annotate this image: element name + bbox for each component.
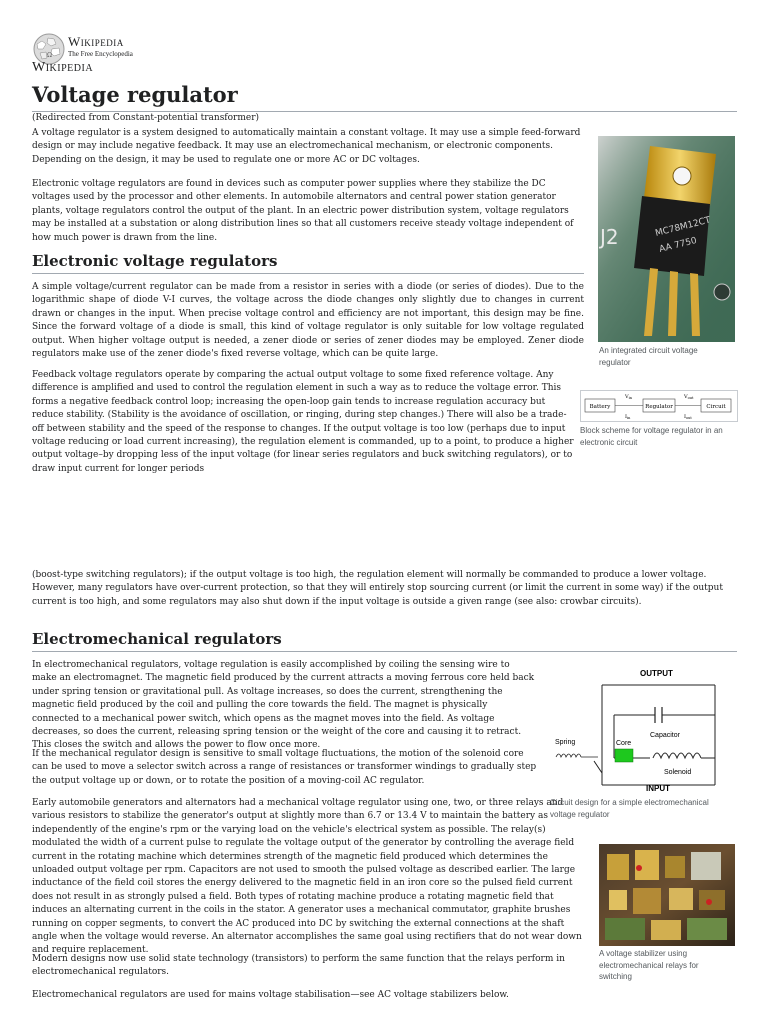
electromechanical-paragraph-3: Early automobile generators and alternators had a mechanical voltage regulator using one, two, or three relays and various resistors to stabilize the generator's output at slightly more than 6.7 or 13.4 V to maintain the battery as independently of the engine's rpm or the varying load on the vehicle's electrical system as possible. The relay(s) modulated the width of a current pulse to regulate the voltage output of the generator by controlling the average field current in the rotating machine which determines strength of the magnetic field produced which determines the unloaded output voltage per rpm. Capacitors are not used to smooth the pulsed voltage as described earlier. The large inductance of the field coil stores the energy delivered to the magnetic field in an iron core so the pulsed field current does not result in as strongly pulsed a field. Both types of rotating machine produce a rotating magnetic field that induces an alternating current in the coils in the stator. A generator uses a mechanical commutator, graphite brushes running on copper segments, to convert the AC produced into DC by switching the external connections at the shaft angle when the voltage would reverse. An alternator accomplishes the same goal using rectifiers that do not wear down and require replacement. bbox=[32, 798, 582, 956]
svg-text:Iout: $I_{out}$ bbox=[684, 414, 692, 420]
svg-text:J2: J2 bbox=[600, 225, 619, 249]
svg-text:Vin: $V_{in}$ bbox=[625, 394, 632, 400]
electronic-paragraph-2b: (boost-type switching regulators); if the output voltage is too high, the regulation element will normally be commanded to produce a lower voltage. However, many regulators have over-current protection, so that they will entirely stop sourcing current (or limit the current in some way) if the output current is too high, and some regulators may also shut down if the input voltage is outside a given range (see also: crowbar circuits). bbox=[32, 570, 723, 607]
electromechanical-paragraph-4: Modern designs now use solid state technology (transistors) to perform the same function that the relays perform in electromechanical regulators. bbox=[32, 954, 565, 978]
block-scheme-diagram bbox=[581, 391, 737, 421]
ic-regulator-figure[interactable] bbox=[598, 136, 735, 342]
svg-text:Solenoid: Solenoid bbox=[664, 769, 692, 776]
svg-text:OUTPUT: OUTPUT bbox=[640, 669, 673, 678]
voltage-stabilizer-figure[interactable] bbox=[599, 844, 735, 946]
svg-text:Spring: Spring bbox=[555, 739, 576, 746]
block-scheme-figure[interactable] bbox=[580, 390, 738, 422]
voltage-stabilizer-caption: A voltage stabilizer using electromechanical relays for switching bbox=[599, 949, 699, 981]
heading-electronic-voltage-regulators: Electronic voltage regulators bbox=[32, 252, 278, 270]
svg-text:AA 7750: AA 7750 bbox=[658, 235, 698, 255]
svg-text:Iin: $I_{in}$ bbox=[625, 414, 631, 420]
svg-text:Circuit: Circuit bbox=[706, 404, 726, 410]
intro-paragraph-2: Electronic voltage regulators are found in devices such as computer power supplies where they stabilize the DC voltages used by the processor and other elements. In automobile alternators and central power station generator plants, voltage regulators control the output of the plant. In an electric power distribution system, voltage regulators may be installed at a substation or along distribution lines so that all customers receive steady voltage independent of how much power is drawn from the line. bbox=[32, 179, 574, 243]
ic-regulator-image bbox=[598, 136, 735, 342]
redirect-note[interactable]: (Redirected from Constant-potential transformer) bbox=[32, 113, 260, 123]
electronic-paragraph-2a: Feedback voltage regulators operate by comparing the actual output voltage to some fixed reference voltage. Any difference is amplified and used to control the regulation element in such a way as to reduce the voltage error. This forms a negative feedback control loop; increasing the open-loop gain tends to increase regulation accuracy but reduce stability. (Stability is the avoidance of oscillation, or ringing, during step changes.) There will also be a trade-off between stability and the speed of the response to changes. If the output voltage is too low (perhaps due to input voltage reducing or load current increasing), the regulation element is commanded, up to a point, to produce a higher output voltage–by dropping less of the input voltage (for linear series regulators and buck switching regulators), or to draw input current for longer periods bbox=[32, 370, 574, 474]
svg-text:INPUT: INPUT bbox=[646, 784, 670, 793]
electromechanical-paragraph-1: In electromechanical regulators, voltage regulation is easily accomplished by coiling the sensing wire to make an electromagnet. The magnetic field produced by the current attracts a moving ferrous core held back under spring tension or gravitational pull. As voltage increases, so does the current, strengthening the magnetic field produced by the coil and pulling the core towards the field. The magnet is physically connected to a mechanical power switch, which opens as the magnet moves into the field. As voltage decreases, so does the current, releasing spring tension or the weight of the core and causing it to retract. This closes the switch and allows the power to flow once more. bbox=[32, 660, 535, 751]
page-title: Voltage regulator bbox=[32, 82, 238, 107]
section-rule bbox=[32, 273, 584, 274]
svg-text:Capacitor: Capacitor bbox=[650, 732, 680, 739]
svg-text:MC78M12CT: MC78M12CT bbox=[654, 215, 712, 239]
svg-text:Regulator: Regulator bbox=[645, 404, 673, 410]
site-name: Wikipedia bbox=[32, 60, 94, 75]
ic-regulator-caption: An integrated circuit voltage regulator bbox=[599, 346, 698, 367]
heading-electromechanical-regulators: Electromechanical regulators bbox=[32, 630, 282, 648]
circuit-diagram bbox=[550, 663, 736, 793]
circuit-design-caption: Circuit design for a simple electromechanical voltage regulator bbox=[550, 798, 709, 819]
logo-tagline: The Free Encyclopedia bbox=[68, 50, 133, 58]
logo-wordmark: Wikipedia bbox=[68, 34, 124, 49]
circuit-design-figure[interactable] bbox=[550, 663, 736, 793]
electromechanical-paragraph-2: If the mechanical regulator design is sensitive to small voltage fluctuations, the motion of the solenoid core can be used to move a selector switch across a range of resistances or transformer windings to gradually step the output voltage up or down, or to rotate the position of a moving-coil AC regulator. bbox=[32, 749, 537, 786]
electronic-paragraph-1: A simple voltage/current regulator can be made from a resistor in series with a diode (or series of diodes). Due to the logarithmic shape of diode V-I curves, the voltage across the diode changes only slightly due to changes in current drawn or changes in the input. When precise voltage control and efficiency are not important, this design may be fine. Since the forward voltage of a diode is small, this kind of voltage regulator is only suitable for low voltage regulated output. When higher voltage output is needed, a zener diode or series of zener diodes may be employed. Zener diode regulators make use of the zener diode's fixed reverse voltage, which can be quite large. bbox=[32, 282, 584, 360]
svg-text:Ω: Ω bbox=[47, 52, 52, 59]
block-scheme-caption: Block scheme for voltage regulator in an electronic circuit bbox=[580, 426, 723, 447]
svg-text:Battery: Battery bbox=[589, 404, 611, 410]
electromechanical-paragraph-5: Electromechanical regulators are used for mains voltage stabilisation—see AC voltage stabilizers below. bbox=[32, 990, 509, 1000]
intro-paragraph-1: A voltage regulator is a system designed to automatically maintain a constant voltage. It may use a simple feed-forward design or may include negative feedback. It may use an electromechanical mechanism, or electronic components. Depending on the design, it may be used to regulate one or more AC or DC voltages. bbox=[32, 128, 581, 165]
svg-text:Core: Core bbox=[616, 740, 632, 747]
svg-text:Vout: $V_{out}$ bbox=[684, 394, 694, 400]
section-rule-2 bbox=[32, 651, 737, 652]
voltage-stabilizer-image bbox=[599, 844, 735, 946]
